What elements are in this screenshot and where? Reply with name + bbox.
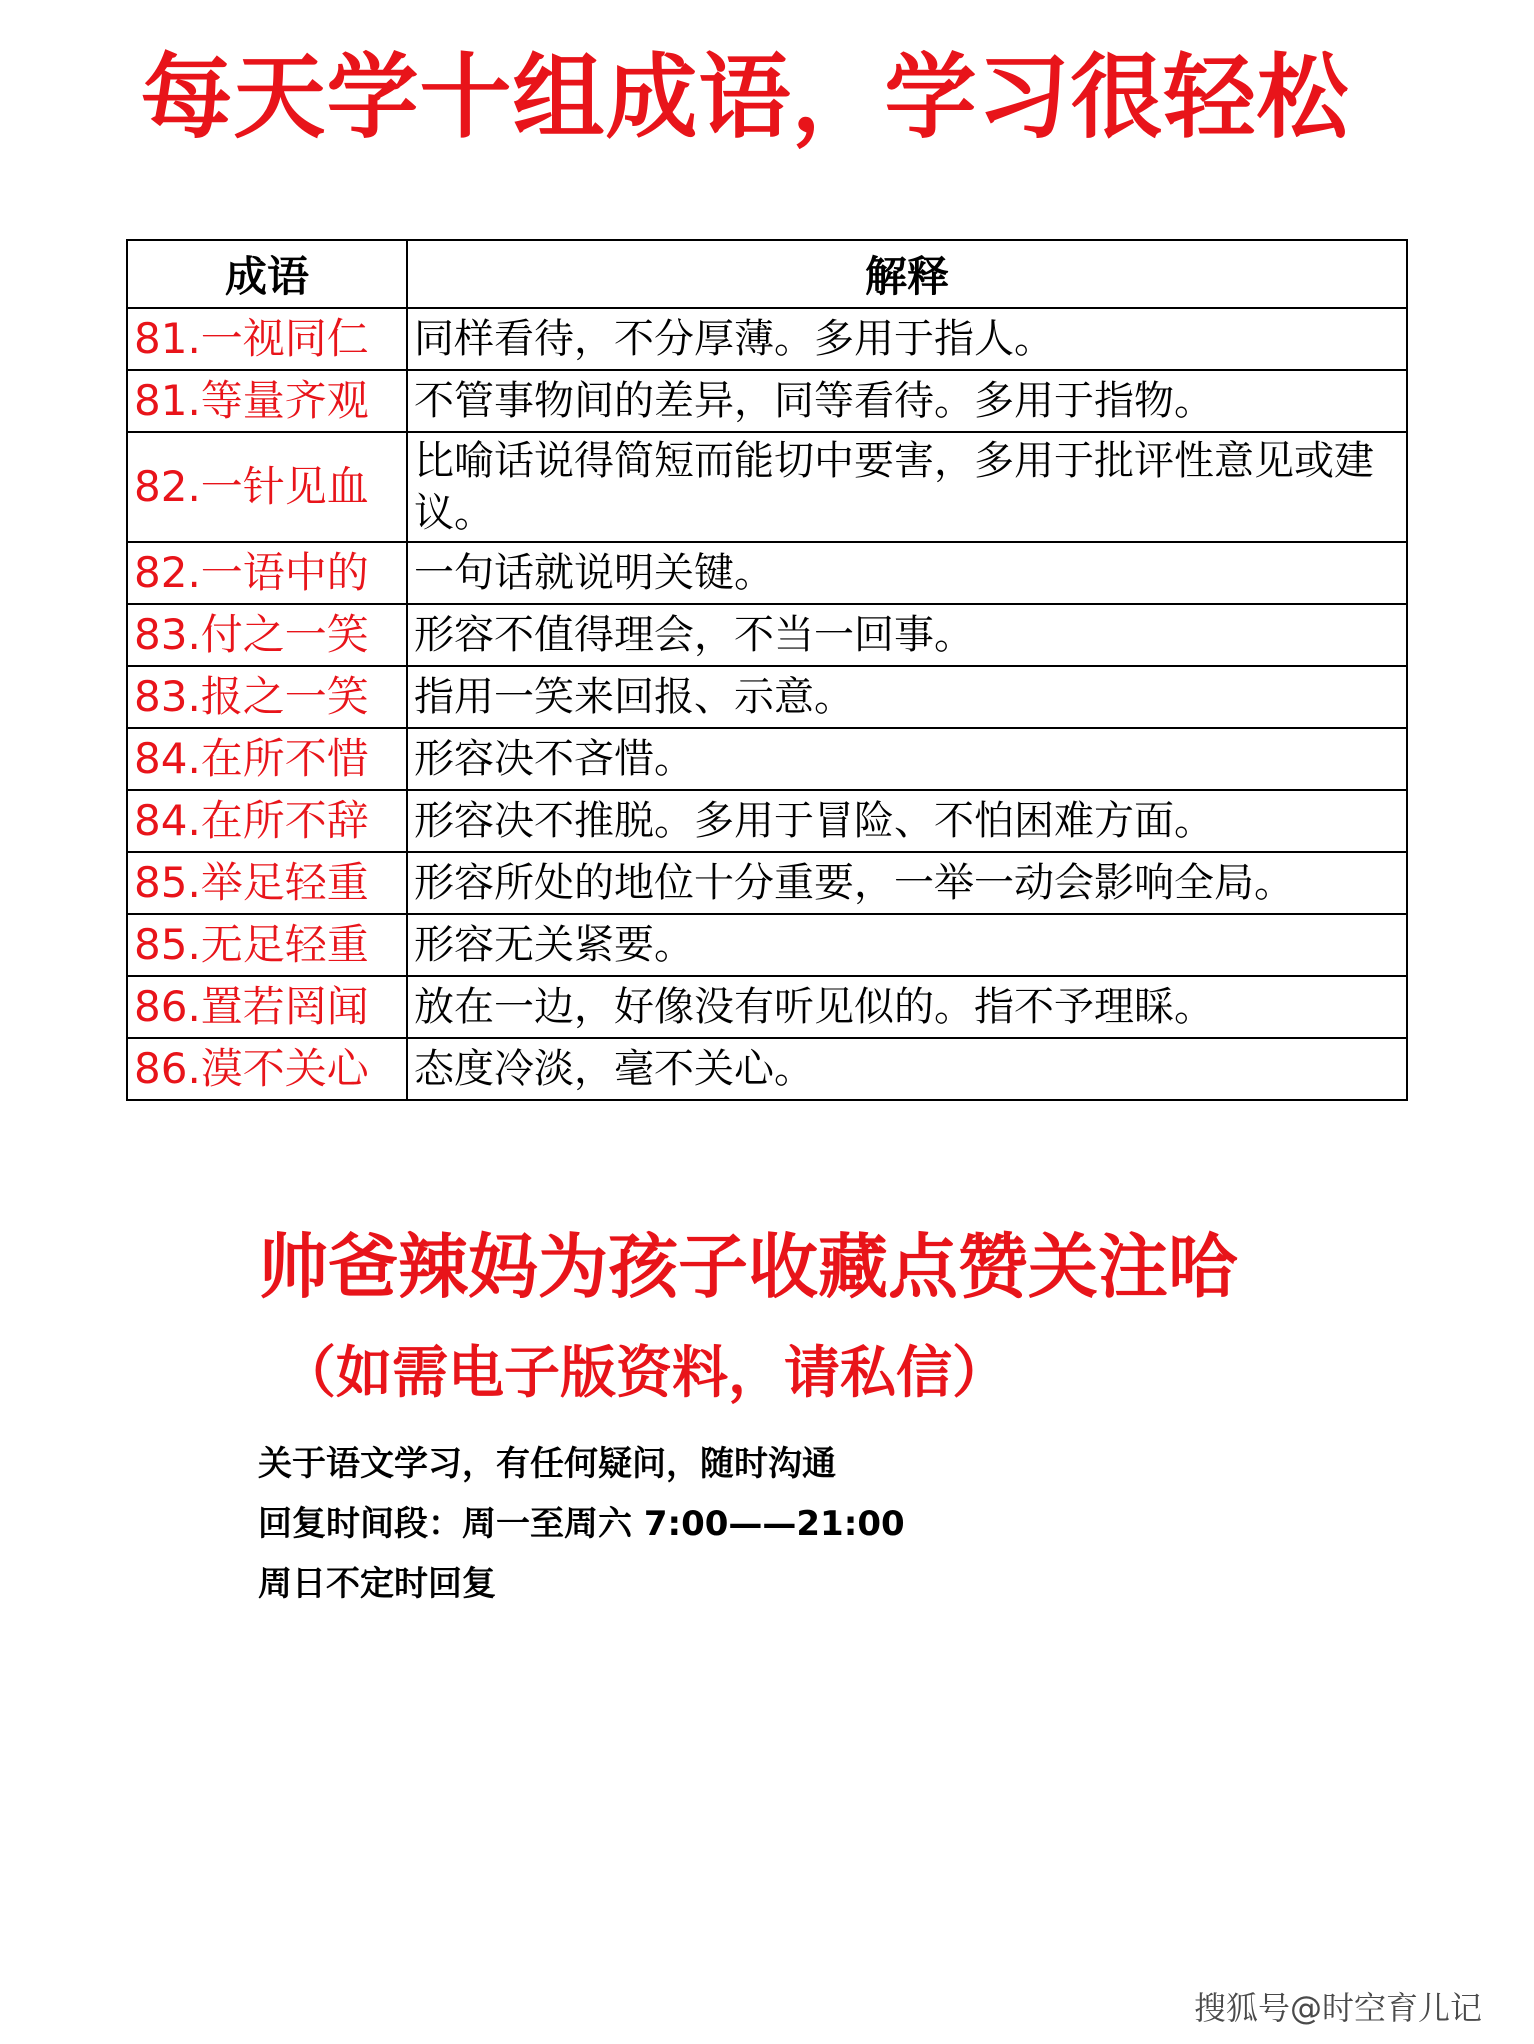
idiom-cell: 84.在所不惜 — [127, 728, 407, 790]
table-header-row — [127, 240, 1407, 308]
meaning-cell: 态度冷淡，毫不关心。 — [407, 1038, 1407, 1100]
meaning-cell: 形容无关紧要。 — [407, 914, 1407, 976]
idiom-cell: 83.付之一笑 — [127, 604, 407, 666]
meaning-cell: 指用一笑来回报、示意。 — [407, 666, 1407, 728]
table-row — [127, 1038, 1407, 1100]
meaning-cell: 不管事物间的差异，同等看待。多用于指物。 — [407, 370, 1407, 432]
table-row — [127, 852, 1407, 914]
table-row — [127, 666, 1407, 728]
idiom-cell: 82.一语中的 — [127, 542, 407, 604]
meaning-cell: 形容不值得理会，不当一回事。 — [407, 604, 1407, 666]
table-row — [127, 790, 1407, 852]
meaning-cell: 一句话就说明关键。 — [407, 542, 1407, 604]
idiom-table — [126, 239, 1408, 1101]
idiom-cell: 86.漠不关心 — [127, 1038, 407, 1100]
idiom-cell: 85.无足轻重 — [127, 914, 407, 976]
idiom-cell: 83.报之一笑 — [127, 666, 407, 728]
page-title: 每天学十组成语，学习很轻松 — [140, 44, 1350, 151]
idiom-cell: 82.一针见血 — [127, 432, 407, 542]
table-row — [127, 432, 1407, 542]
watermark: 搜狐号@时空育儿记 — [1193, 1989, 1482, 2027]
promo-subheading: （如需电子版资料，请私信） — [280, 1341, 1008, 1406]
table-row — [127, 604, 1407, 666]
table-row — [127, 542, 1407, 604]
idiom-cell: 81.等量齐观 — [127, 370, 407, 432]
promo-heading: 帅爸辣妈为孩子收藏点赞关注哈 — [258, 1226, 1238, 1308]
meaning-cell: 形容决不吝惜。 — [407, 728, 1407, 790]
contact-line-hours: 回复时间段：周一至周六 7:00——21:00 — [258, 1504, 905, 1544]
idiom-cell: 84.在所不辞 — [127, 790, 407, 852]
idiom-cell: 85.举足轻重 — [127, 852, 407, 914]
meaning-cell: 形容所处的地位十分重要，一举一动会影响全局。 — [407, 852, 1407, 914]
table-row — [127, 976, 1407, 1038]
idiom-cell: 86.置若罔闻 — [127, 976, 407, 1038]
table-row — [127, 914, 1407, 976]
contact-line-sunday: 周日不定时回复 — [258, 1564, 496, 1604]
header-idiom: 成语 — [127, 240, 407, 308]
table-row — [127, 370, 1407, 432]
table-row — [127, 308, 1407, 370]
idiom-cell: 81.一视同仁 — [127, 308, 407, 370]
header-meaning: 解释 — [407, 240, 1407, 308]
table-row — [127, 728, 1407, 790]
contact-line-inquiry: 关于语文学习，有任何疑问，随时沟通 — [258, 1444, 836, 1484]
meaning-cell: 比喻话说得简短而能切中要害，多用于批评性意见或建议。 — [407, 432, 1407, 542]
meaning-cell: 形容决不推脱。多用于冒险、不怕困难方面。 — [407, 790, 1407, 852]
meaning-cell: 同样看待，不分厚薄。多用于指人。 — [407, 308, 1407, 370]
meaning-cell: 放在一边，好像没有听见似的。指不予理睬。 — [407, 976, 1407, 1038]
